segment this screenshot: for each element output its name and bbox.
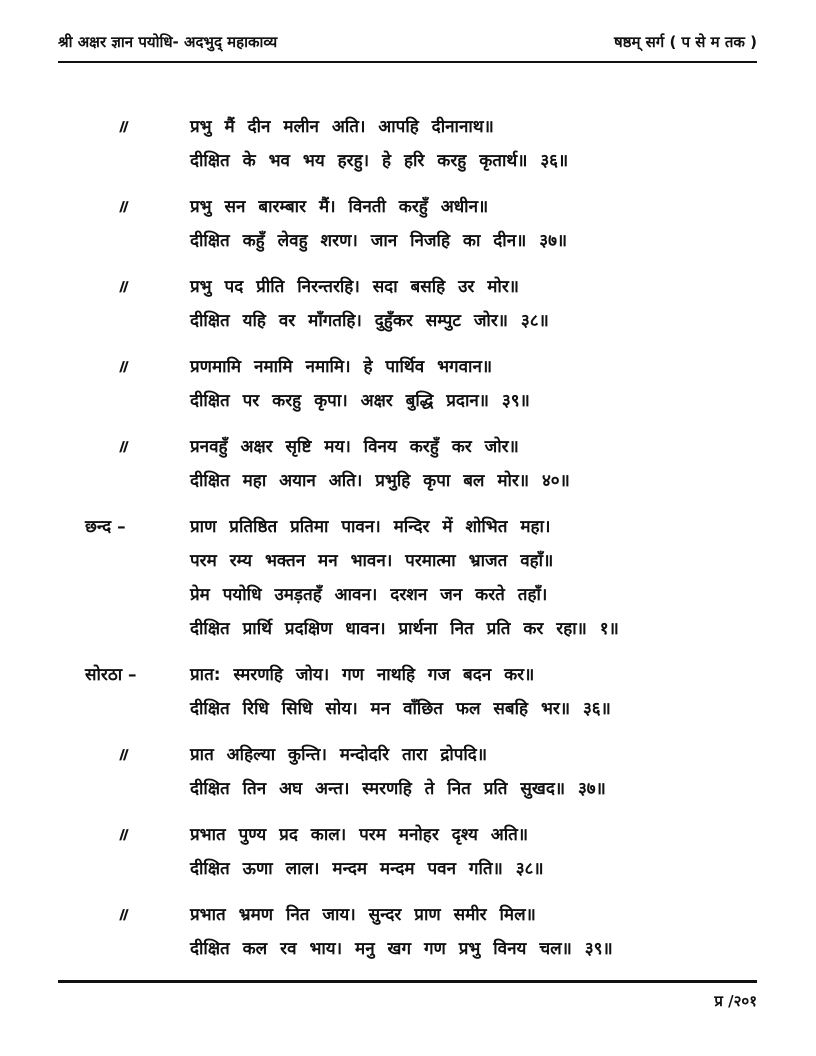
double-danda-mark: ॥ [114,277,132,297]
chapter-title: षष्ठम् सर्ग ( प से म तक ) [613,33,757,51]
double-danda-mark: ॥ [114,197,132,217]
verse-block [60,270,776,338]
verse-block [60,818,776,886]
verse-lines [190,510,776,646]
verse-lines [190,270,776,338]
verse-line: दीक्षित कल रव भाय। मनु खग गण प्रभु विनय चल॥ ३९॥ [190,939,613,959]
verse-lines [190,190,776,258]
verse-marker [60,350,190,418]
verse-line: प्रनवहुँ अक्षर सृष्टि मय। विनय करहुँ कर जोर॥ [190,437,519,457]
page-header [58,32,757,63]
verse-line: दीक्षित तिन अघ अन्त। स्मरणहि ते नित प्रति सुखद॥ ३७॥ [190,779,606,799]
verse-block [60,430,776,498]
verse-line: प्राण प्रतिष्ठित प्रतिमा पावन। मन्दिर में शोभित महा। [190,517,551,537]
verse-line: दीक्षित प्रार्थि प्रदक्षिण धावन। प्रार्थना नित प्रति कर रहा॥ १॥ [190,619,619,639]
verse-line: दीक्षित यहि वर माँगतहि। दुहुँकर सम्पुट जोर॥ ३८॥ [190,311,549,331]
verse-block [60,738,776,806]
verse-line: प्रात: स्मरणहि जोय। गण नाथहि गज बदन कर॥ [190,665,535,685]
verse-block [60,898,776,966]
verse-block [60,190,776,258]
book-title: श्री अक्षर ज्ञान पयोधि- अदभुद् महाकाव्य [58,33,278,51]
double-danda-mark: ॥ [114,437,132,457]
double-danda-mark: ॥ [114,905,132,925]
verse-lines [190,898,776,966]
verse-marker [60,898,190,966]
double-danda-mark: ॥ [114,117,132,137]
verse-line: दीक्षित पर करहु कृपा। अक्षर बुद्धि प्रदान॥ ३९॥ [190,391,530,411]
double-danda-mark: ॥ [114,357,132,377]
verse-type-label: छन्द – [85,517,126,537]
verse-lines [190,110,776,178]
verse-line: प्रभात भ्रमण नित जाय। सुन्दर प्राण समीर मिल॥ [190,905,536,925]
verse-block [60,110,776,178]
verse-line: दीक्षित के भव भय हरहु। हे हरि करहु कृतार्थ॥ ३६॥ [190,151,569,171]
verse-block [60,658,776,726]
verse-line: प्रभु मैं दीन मलीन अति। आपहि दीनानाथ॥ [190,117,494,137]
verse-list [60,110,776,978]
verse-line: प्रभु पद प्रीति निरन्तरहि। सदा बसहि उर मोर॥ [190,277,519,297]
verse-line: प्रात अहिल्या कुन्ति। मन्दोदरि तारा द्रोपदि॥ [190,745,488,765]
page-number: प्र /२०१ [714,992,757,1010]
page-footer [58,980,757,1011]
verse-line: प्रभात पुण्य प्रद काल। परम मनोहर दृश्य अति॥ [190,825,528,845]
verse-marker [60,110,190,178]
verse-lines [190,350,776,418]
verse-line: प्रेम पयोधि उमड़तहँ आवन। दरशन जन करते तहाँ। [190,585,548,605]
verse-line: दीक्षित ऊणा लाल। मन्दम मन्दम पवन गति॥ ३८॥ [190,859,544,879]
verse-line: दीक्षित कहुँ लेवहु शरण। जान निजहि का दीन॥ ३७॥ [190,231,568,251]
verse-line: परम रम्य भक्तन मन भावन। परमात्मा भ्राजत वहाँ॥ [190,551,554,571]
verse-marker [60,510,190,646]
verse-block [60,350,776,418]
verse-lines [190,738,776,806]
verse-marker [60,430,190,498]
double-danda-mark: ॥ [114,825,132,845]
verse-lines [190,658,776,726]
verse-line: प्रभु सन बारम्बार मैं। विनती करहुँ अधीन॥ [190,197,489,217]
verse-lines [190,818,776,886]
verse-line: दीक्षित महा अयान अति। प्रभुहि कृपा बल मोर॥ ४०॥ [190,471,570,491]
verse-marker [60,270,190,338]
verse-marker [60,738,190,806]
verse-lines [190,430,776,498]
verse-marker [60,818,190,886]
verse-block [60,510,776,646]
verse-type-label: सोरठा – [85,665,137,685]
double-danda-mark: ॥ [114,745,132,765]
verse-line: दीक्षित रिधि सिधि सोय। मन वाँछित फल सबहि भर॥ ३६॥ [190,699,611,719]
verse-line: प्रणमामि नमामि नमामि। हे पार्थिव भगवान॥ [190,357,493,377]
verse-marker [60,190,190,258]
verse-marker [60,658,190,726]
